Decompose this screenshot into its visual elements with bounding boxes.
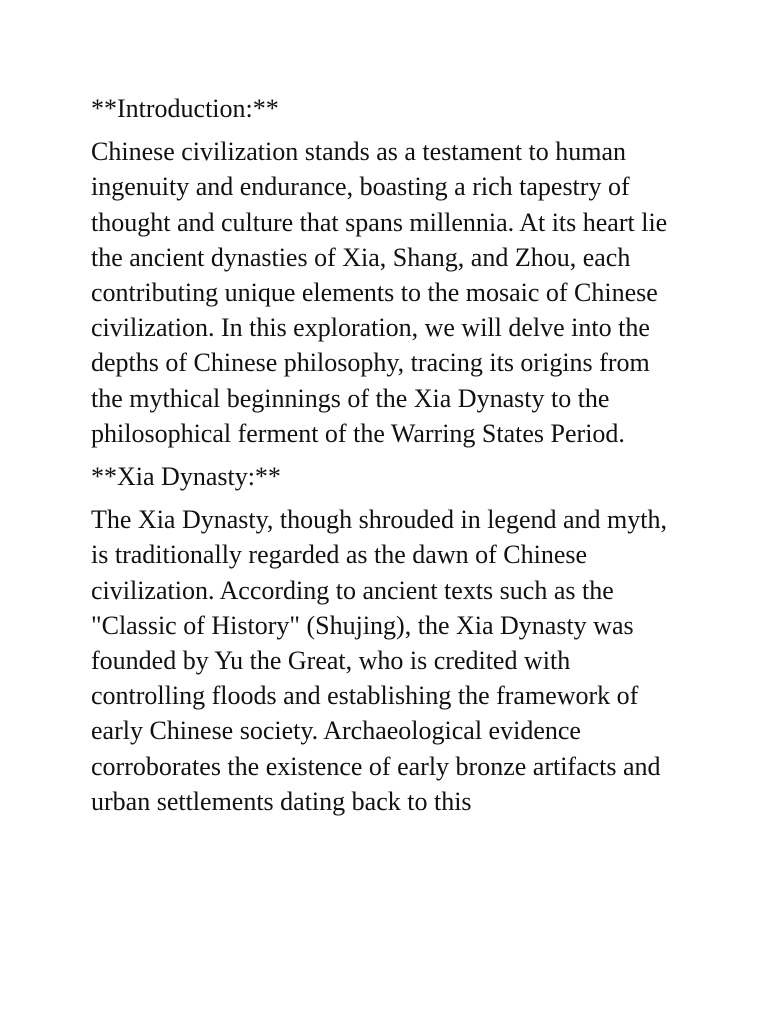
section-paragraph-introduction: Chinese civilization stands as a testament to human ingenuity and endurance, boasting a rich tapestry of thought and culture that spans millennia. At its heart lie the ancient dynasties of Xia, Shang, and Zhou, each contributing unique elements to the mosaic of Chinese civilization. In this exploration, we will delve into the depths of Chinese philosophy, tracing its origins from the mythical beginnings of the Xia Dynasty to the philosophical ferment of the Warring States Period. [91,137,668,448]
section-heading-xia-dynasty: **Xia Dynasty:** [91,462,281,492]
document-page [91,91,681,827]
section-heading-introduction: **Introduction:** [91,94,279,123]
section-paragraph-xia-dynasty: The Xia Dynasty, though shrouded in legend and myth, is traditionally regarded as the dawn of Chinese civilization. According to ancient texts such as the "Classic of History" (Shujing), the Xia Dynasty was founded by Yu the Great, who is credited with controlling floods and establishing the framework of early Chinese society. Archaeological evidence corroborates the existence of early bronze artifacts and urban settlements dating back to this [91,505,667,816]
